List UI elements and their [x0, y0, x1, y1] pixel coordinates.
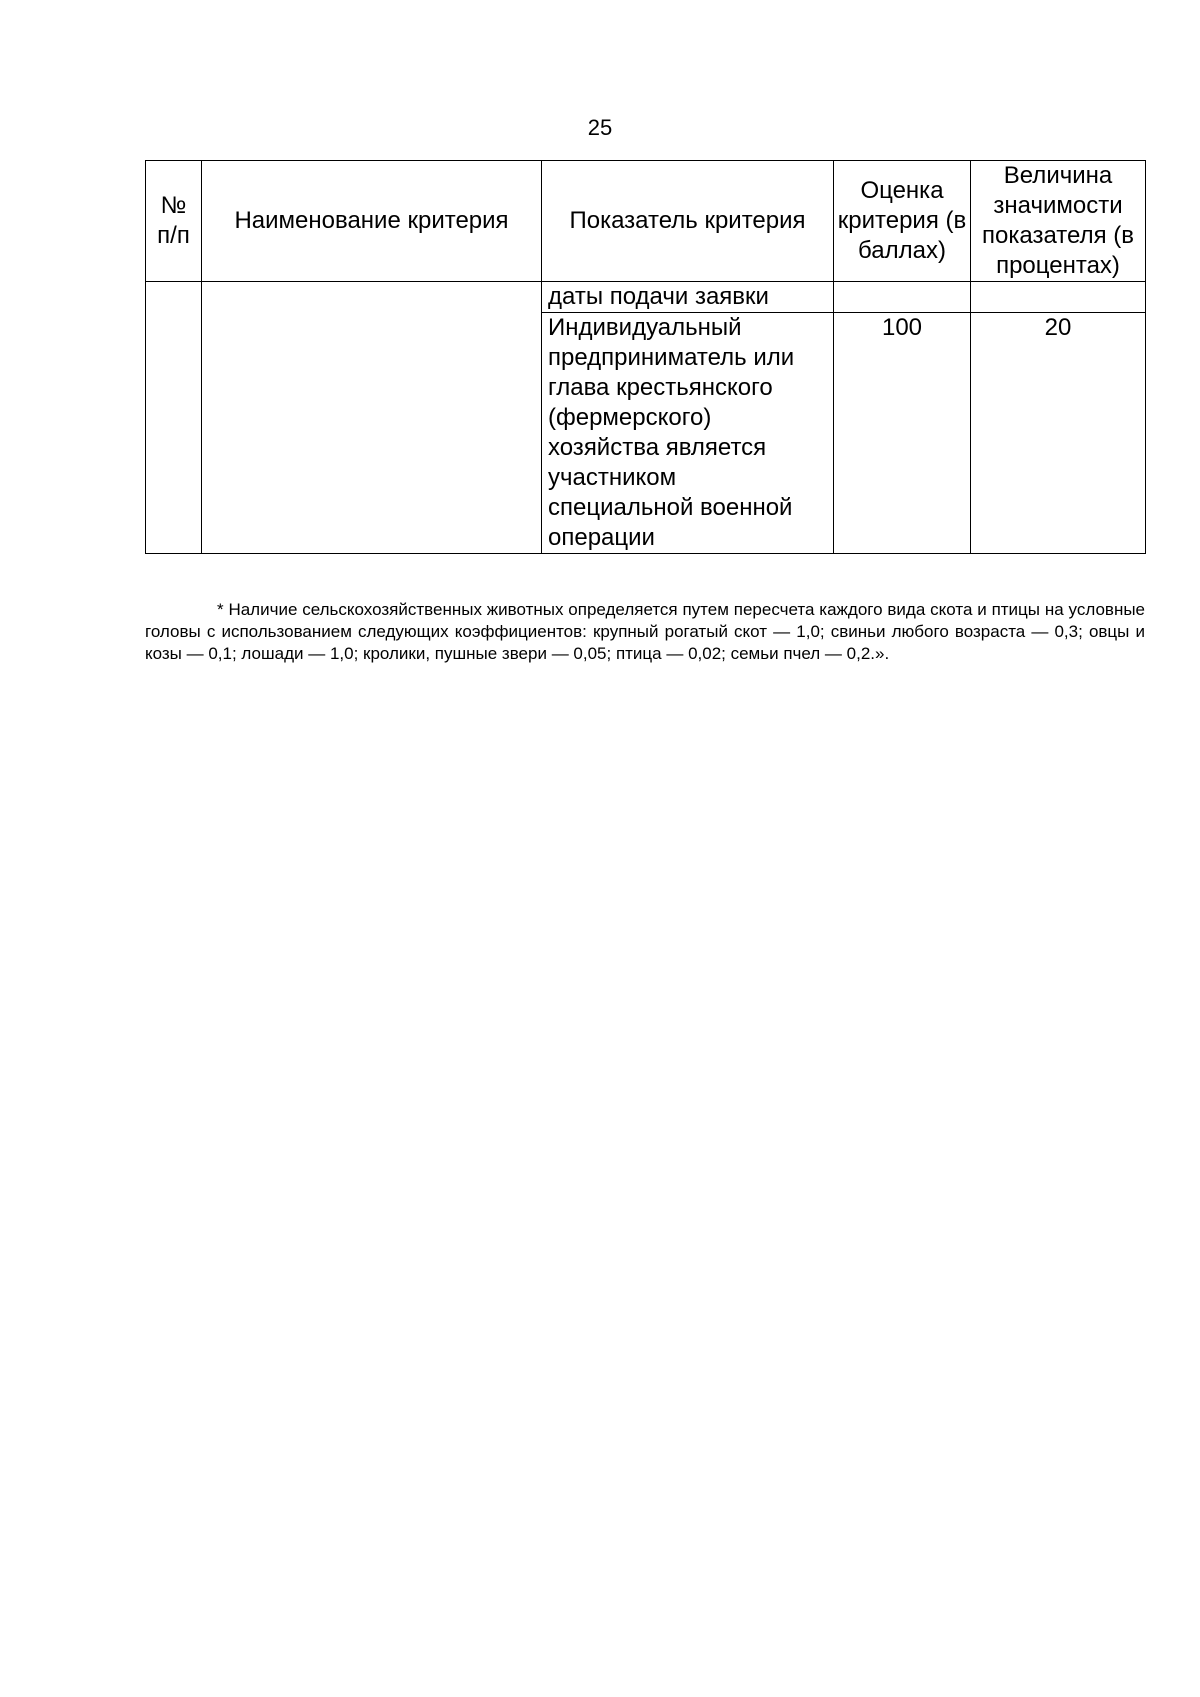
cell-indicator: даты подачи заявки: [542, 282, 834, 313]
cell-score: [834, 282, 971, 313]
table-header-row: [146, 161, 1146, 282]
cell-indicator: Индивидуальный предприниматель или глава крестьянского (фермерского) хозяйства является участником специальной военной операции: [542, 313, 834, 554]
header-criterion-name: Наименование критерия: [202, 161, 542, 282]
page-number: 25: [587, 115, 613, 140]
cell-weight: [971, 282, 1146, 313]
header-criterion-score: Оценка критерия (в баллах): [834, 161, 971, 282]
footnote: * Наличие сельскохозяйственных животных определяется путем пересчета каждого вида скота и птицы на условные головы с использованием следующих коэффициентов: крупный рогатый скот — 1,0; свиньи любого возраста — 0,3; овцы и козы — 0,1; лошади — 1,0; кролики, пушные звери — 0,05; птица — 0,02; семьи пчел — 0,2.».: [145, 600, 1145, 663]
cell-criterion-name: [202, 282, 542, 554]
cell-score: 100: [834, 313, 971, 554]
cell-num: [146, 282, 202, 554]
table-row: [146, 282, 1146, 313]
header-indicator-weight: Величина значимости показателя (в процентах): [971, 161, 1146, 282]
criteria-table: [145, 160, 1146, 554]
header-num: № п/п: [146, 161, 202, 282]
cell-weight: 20: [971, 313, 1146, 554]
header-criterion-indicator: Показатель критерия: [542, 161, 834, 282]
